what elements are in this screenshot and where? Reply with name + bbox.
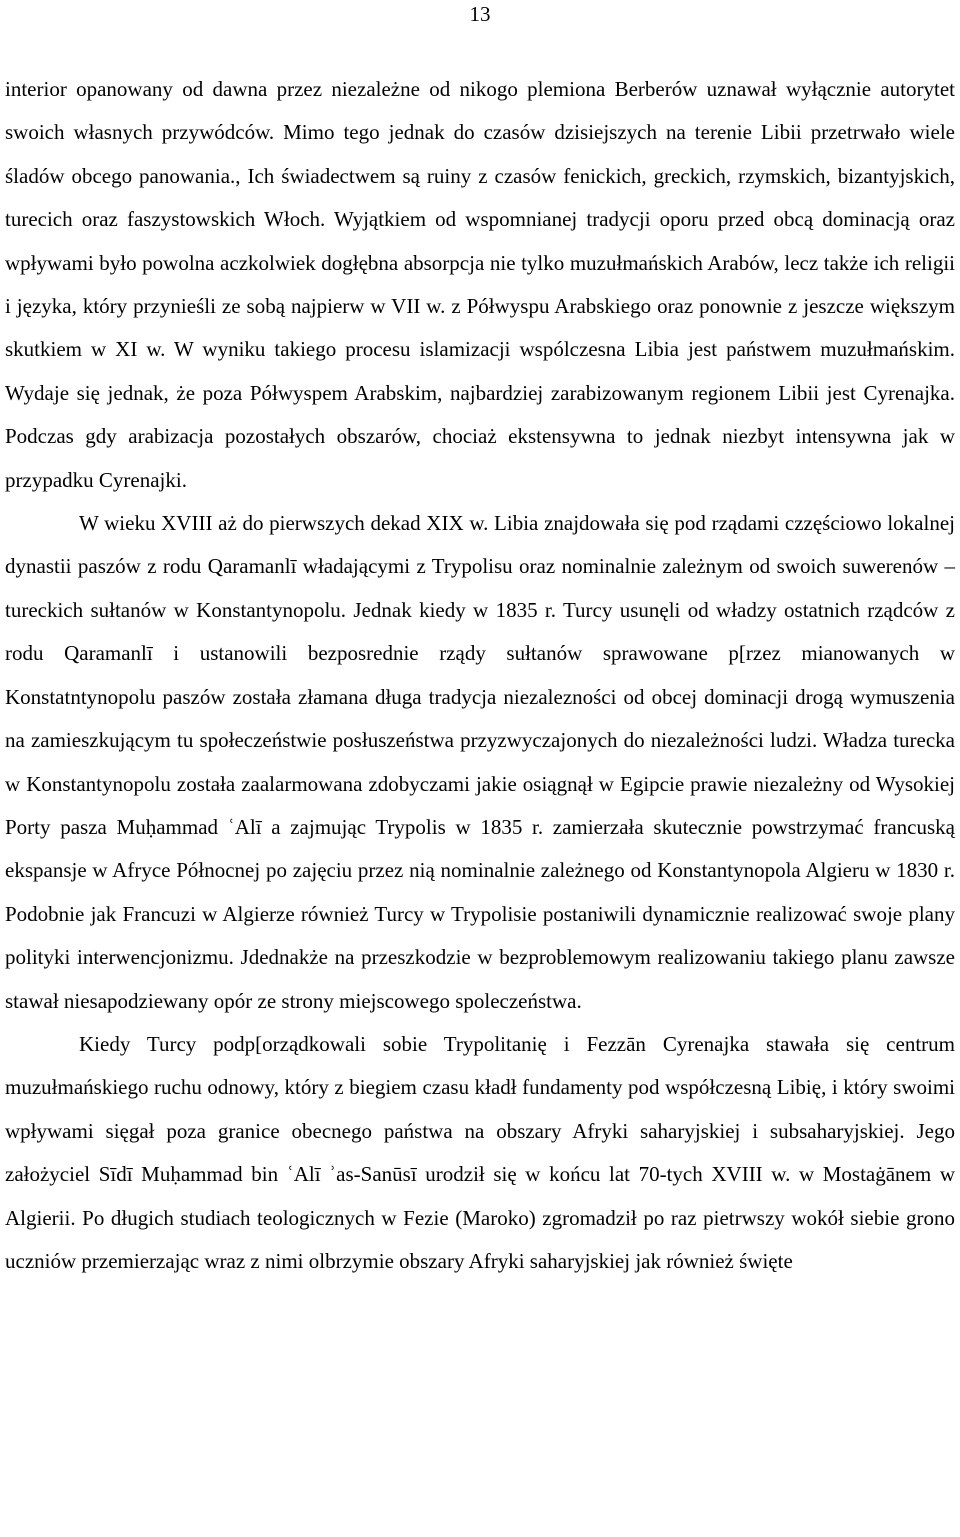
paragraph: W wieku XVIII aż do pierwszych dekad XIX w. Libia znajdowała się pod rządami czzęściowo lokalnej dynastii paszów z rodu Qaramanlī władającymi z Trypolisu oraz nominalnie zależnym od swoich suwerenów – tureckich sułtanów w Konstantynopolu. Jednak kiedy w 1835 r. Turcy usunęli od władzy ostatnich rządców z rodu Qaramanlī i ustanowili bezposrednie rządy sułtanów sprawowane p[rzez mianowanych w Konstatntynopolu paszów została złamana długa tradycja niezalezności od obcej dominacji drogą wymuszenia na zamieszkującym tu społeczeństwie posłuszeństwa przyzwyczajonych do niezależności ludzi. Władza turecka w Konstantynopolu została zaalarmowana zdobyczami jakie osiągnął w Egipcie prawie niezależny od Wysokiej Porty pasza Muḥammad ʿAlī a zajmując Trypolis w 1835 r. zamierzała skutecznie powstrzymać francuską ekspansje w Afryce Północnej po zajęciu przez nią nominalnie zależnego od Konstantynopola Algieru w 1830 r. Podobnie jak Francuzi w Algierze również Turcy w Trypolisie postaniwili dynamicznie realizować swoje plany polityki interwencjonizmu. Jdednakże na przeszkodzie w bezproblemowym realizowaniu takiego planu zawsze stawał niesapodziewany opór ze strony miejscowego spoleczeństwa. <box>5 511 955 1013</box>
page-number: 13 <box>469 2 491 26</box>
paragraph: Kiedy Turcy podp[orządkowali sobie Trypolitanię i Fezzān Cyrenajka stawała się centrum muzułmańskiego ruchu odnowy, który z biegiem czasu kładł fundamenty pod współczesną Libię, i który swoimi wpływami sięgał poza granice obecnego państwa na obszary Afryki saharyjskiej i subsaharyjskiej. Jego założyciel Sīdī Muḥammad bin ʿAlī ʾas-Sanūsī urodził się w końcu lat 70-tych XVIII w. w Mostaġānem w Algierii. Po długich studiach teologicznych w Fezie (Maroko) zgromadził po raz pietrwszy wokół siebie grono uczniów przemierzając wraz z nimi olbrzymie obszary Afryki saharyjskiej jak również święte <box>5 1031 955 1273</box>
document-body <box>5 68 955 1283</box>
paragraph: interior opanowany od dawna przez niezależne od nikogo plemiona Berberów uznawał wyłącznie autorytet swoich własnych przywódców. Mimo tego jednak do czasów dzisiejszych na terenie Libii przetrwało wiele śladów obcego panowania., Ich świadectwem są ruiny z czasów fenickich, greckich, rzymskich, bizantyjskich, turecich oraz faszystowskich Włoch. Wyjątkiem od wspomnianej tradycji oporu przed obcą dominacją oraz wpływami było powolna aczkolwiek dogłębna absorpcja nie tylko muzułmańskich Arabów, lecz także ich religii i języka, który przynieśli ze sobą najpierw w VII w. z Półwyspu Arabskiego oraz ponownie z jeszcze większym skutkiem w XI w. W wyniku takiego procesu islamizacji wspólczesna Libia jest państwem muzułmańskim. Wydaje się jednak, że poza Półwyspem Arabskim, najbardziej zarabizowanym regionem Libii jest Cyrenajka. Podczas gdy arabizacja pozostałych obszarów, chociaż ekstensywna to jednak niezbyt intensywna jak w przypadku Cyrenajki. <box>5 77 955 492</box>
